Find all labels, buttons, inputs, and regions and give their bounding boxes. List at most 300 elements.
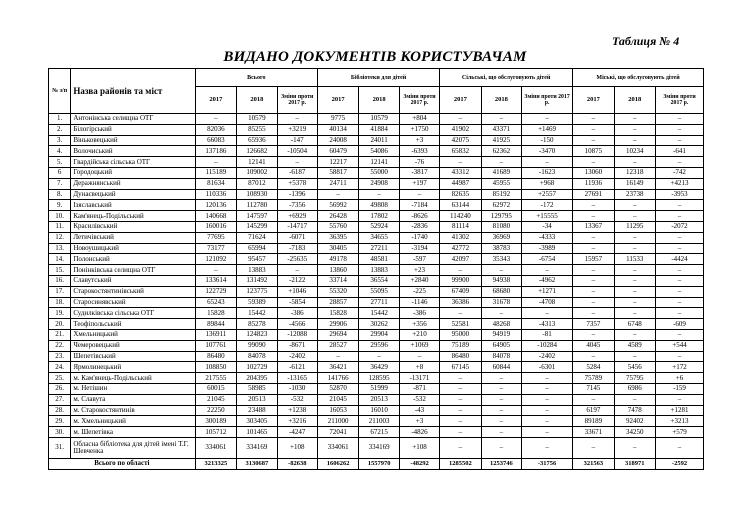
row-value: –: [277, 114, 317, 125]
total-value: -31756: [522, 458, 573, 469]
row-value: –: [522, 405, 573, 416]
row-number: 29.: [49, 416, 71, 427]
row-value: –: [656, 286, 704, 297]
table-row: [49, 319, 704, 330]
row-value: 36969: [481, 232, 521, 243]
row-value: 75189: [440, 340, 481, 351]
total-value: 1285502: [440, 458, 481, 469]
row-name: Новоушицький: [71, 243, 195, 254]
statistics-table: [48, 68, 704, 470]
row-number: 31.: [49, 437, 71, 458]
row-value: 65243: [195, 297, 236, 308]
row-value: 42097: [440, 254, 481, 265]
row-name: Віньковецький: [71, 135, 195, 146]
row-value: –: [195, 265, 236, 276]
row-value: -871: [399, 383, 439, 394]
row-value: –: [522, 427, 573, 438]
row-value: -3817: [399, 167, 439, 178]
row-value: -14717: [277, 221, 317, 232]
row-name: Полонський: [71, 254, 195, 265]
row-value: 94938: [481, 275, 521, 286]
row-number: 20.: [49, 319, 71, 330]
row-value: 28527: [317, 340, 358, 351]
row-value: 68680: [481, 286, 521, 297]
row-value: +1281: [656, 405, 704, 416]
table-row: [49, 275, 704, 286]
row-value: 23738: [614, 189, 655, 200]
row-value: +8: [399, 362, 439, 373]
row-value: –: [573, 157, 614, 168]
row-value: 20513: [359, 394, 399, 405]
row-value: 334061: [317, 437, 358, 458]
row-value: 160016: [195, 221, 236, 232]
row-value: 63144: [440, 200, 481, 211]
row-value: -2836: [399, 221, 439, 232]
row-value: -386: [399, 308, 439, 319]
row-value: -5854: [277, 297, 317, 308]
row-value: –: [573, 243, 614, 254]
table-row: [49, 308, 704, 319]
group-header-rural: Сільські, що обслуговують дітей: [440, 69, 573, 87]
subheader-year-2018: 2018: [481, 87, 521, 114]
row-name: Білогірський: [71, 124, 195, 135]
row-value: -10284: [522, 340, 573, 351]
row-value: 20513: [237, 394, 277, 405]
row-value: 75789: [573, 373, 614, 384]
row-value: +197: [399, 178, 439, 189]
row-value: 115189: [195, 167, 236, 178]
row-value: 10579: [237, 114, 277, 125]
total-value: 318971: [614, 458, 655, 469]
row-value: -4333: [522, 232, 573, 243]
table-row: [49, 286, 704, 297]
row-value: –: [481, 373, 521, 384]
row-value: –: [522, 394, 573, 405]
row-value: -4566: [277, 319, 317, 330]
row-value: –: [440, 405, 481, 416]
row-value: 60479: [317, 146, 358, 157]
row-name: м. Славута: [71, 394, 195, 405]
row-value: 34655: [359, 232, 399, 243]
total-label: Всього по області: [49, 458, 196, 469]
row-value: –: [573, 297, 614, 308]
row-value: +579: [656, 427, 704, 438]
row-value: 12141: [359, 157, 399, 168]
row-name: Дунаєвецький: [71, 189, 195, 200]
row-value: 13060: [573, 167, 614, 178]
row-value: 45955: [481, 178, 521, 189]
row-value: –: [656, 297, 704, 308]
row-value: –: [573, 351, 614, 362]
row-value: –: [656, 211, 704, 222]
total-value: 1253746: [481, 458, 521, 469]
row-number: 27.: [49, 394, 71, 405]
row-value: -6301: [522, 362, 573, 373]
row-number: 8.: [49, 189, 71, 200]
row-value: –: [440, 437, 481, 458]
row-value: 41925: [481, 135, 521, 146]
table-row: [49, 405, 704, 416]
row-value: –: [317, 189, 358, 200]
row-value: –: [440, 394, 481, 405]
row-name: Кам'янець-Подільський: [71, 211, 195, 222]
row-value: 89844: [195, 319, 236, 330]
table-row: [49, 297, 704, 308]
row-value: +108: [277, 437, 317, 458]
row-value: 303405: [237, 416, 277, 427]
row-value: –: [440, 265, 481, 276]
row-value: 94919: [481, 329, 521, 340]
group-header-urban: Міські, що обслуговують дітей: [573, 69, 704, 87]
row-name: м. Нетішин: [71, 383, 195, 394]
row-number: 24.: [49, 362, 71, 373]
row-value: 105712: [195, 427, 236, 438]
row-value: –: [481, 157, 521, 168]
row-value: 145299: [237, 221, 277, 232]
row-number: 21.: [49, 329, 71, 340]
column-header-number: № з/п: [49, 69, 71, 114]
row-value: 62972: [481, 200, 521, 211]
row-value: –: [614, 286, 655, 297]
row-number: 10.: [49, 211, 71, 222]
row-value: –: [522, 373, 573, 384]
row-value: 10234: [614, 146, 655, 157]
row-value: +3: [399, 416, 439, 427]
row-value: –: [481, 308, 521, 319]
row-number: 4.: [49, 146, 71, 157]
row-value: 107761: [195, 340, 236, 351]
row-value: –: [614, 124, 655, 135]
row-value: –: [656, 232, 704, 243]
row-value: –: [614, 243, 655, 254]
row-name: Ізяславський: [71, 200, 195, 211]
row-value: –: [656, 135, 704, 146]
row-value: 147597: [237, 211, 277, 222]
row-value: 86480: [195, 351, 236, 362]
row-value: 40134: [317, 124, 358, 135]
row-value: –: [277, 157, 317, 168]
row-value: 36429: [359, 362, 399, 373]
row-value: +172: [656, 362, 704, 373]
row-value: –: [614, 329, 655, 340]
row-value: -2122: [277, 275, 317, 286]
row-value: 10875: [573, 146, 614, 157]
total-value: -48292: [399, 458, 439, 469]
row-value: 41902: [440, 124, 481, 135]
row-value: –: [481, 427, 521, 438]
row-value: 15828: [195, 308, 236, 319]
row-value: –: [573, 275, 614, 286]
row-value: 95000: [440, 329, 481, 340]
row-value: 121092: [195, 254, 236, 265]
row-value: –: [195, 157, 236, 168]
row-value: -10504: [277, 146, 317, 157]
row-value: –: [573, 232, 614, 243]
row-value: 211000: [317, 416, 358, 427]
row-number: 25.: [49, 373, 71, 384]
row-value: 15442: [237, 308, 277, 319]
row-value: –: [573, 200, 614, 211]
table-row: [49, 265, 704, 276]
row-name: Шепетівський: [71, 351, 195, 362]
row-value: 30405: [317, 243, 358, 254]
row-value: -4247: [277, 427, 317, 438]
row-value: 133614: [195, 275, 236, 286]
row-value: 7478: [614, 405, 655, 416]
row-value: 13883: [359, 265, 399, 276]
row-value: 112780: [237, 200, 277, 211]
table-row: [49, 416, 704, 427]
row-number: 19.: [49, 308, 71, 319]
row-value: +3219: [277, 124, 317, 135]
row-value: 33714: [317, 275, 358, 286]
row-value: +23: [399, 265, 439, 276]
row-value: 137186: [195, 146, 236, 157]
row-value: -1623: [522, 167, 573, 178]
row-value: 35343: [481, 254, 521, 265]
subheader-year-2018: 2018: [614, 87, 655, 114]
total-value: 3130687: [237, 458, 277, 469]
table-row: [49, 189, 704, 200]
row-value: –: [277, 265, 317, 276]
row-value: 84078: [481, 351, 521, 362]
row-value: 54086: [359, 146, 399, 157]
row-value: -25635: [277, 254, 317, 265]
row-value: 17802: [359, 211, 399, 222]
row-value: +968: [522, 178, 573, 189]
row-value: +1238: [277, 405, 317, 416]
row-name: Судилківська сільська ОТГ: [71, 308, 195, 319]
row-value: 36386: [440, 297, 481, 308]
group-header-children-libraries: Бібліотеки для дітей: [317, 69, 439, 87]
row-value: 62362: [481, 146, 521, 157]
row-value: 81080: [481, 221, 521, 232]
row-value: -386: [277, 308, 317, 319]
row-value: 102729: [237, 362, 277, 373]
row-value: –: [399, 189, 439, 200]
table-row: [49, 362, 704, 373]
row-value: -13165: [277, 373, 317, 384]
row-value: –: [614, 265, 655, 276]
row-value: 29694: [317, 329, 358, 340]
row-value: 36395: [317, 232, 358, 243]
row-value: 5284: [573, 362, 614, 373]
row-value: +804: [399, 114, 439, 125]
row-value: 13367: [573, 221, 614, 232]
row-value: 85278: [237, 319, 277, 330]
row-value: +356: [399, 319, 439, 330]
row-value: +3216: [277, 416, 317, 427]
row-value: –: [440, 308, 481, 319]
row-value: 49808: [359, 200, 399, 211]
total-value: 3213325: [195, 458, 236, 469]
row-value: 73177: [195, 243, 236, 254]
subheader-change: Зміни проти 2017 р.: [277, 87, 317, 114]
row-value: –: [656, 308, 704, 319]
row-value: +3213: [656, 416, 704, 427]
row-value: 65832: [440, 146, 481, 157]
row-value: 66083: [195, 135, 236, 146]
row-number: 26.: [49, 383, 71, 394]
row-name: м. Хмельницький: [71, 416, 195, 427]
row-value: -7356: [277, 200, 317, 211]
row-value: 11295: [614, 221, 655, 232]
row-value: –: [614, 114, 655, 125]
row-name: Понінківська селищна ОТГ: [71, 265, 195, 276]
row-value: –: [573, 329, 614, 340]
row-value: –: [573, 124, 614, 135]
row-value: –: [522, 437, 573, 458]
row-value: 28857: [317, 297, 358, 308]
row-name: Гвардійська сільська ОТГ: [71, 157, 195, 168]
table-row: [49, 178, 704, 189]
row-value: -8626: [399, 211, 439, 222]
row-value: 71624: [237, 232, 277, 243]
row-value: –: [656, 351, 704, 362]
row-value: 108930: [237, 189, 277, 200]
table-row: [49, 394, 704, 405]
row-number: 15.: [49, 265, 71, 276]
row-value: -742: [656, 167, 704, 178]
row-value: -4962: [522, 275, 573, 286]
row-value: 13860: [317, 265, 358, 276]
row-value: 6197: [573, 405, 614, 416]
subheader-year-2017: 2017: [573, 87, 614, 114]
row-number: 7.: [49, 178, 71, 189]
row-value: –: [614, 275, 655, 286]
row-value: -532: [277, 394, 317, 405]
row-value: 82635: [440, 189, 481, 200]
row-value: 114240: [440, 211, 481, 222]
table-row: [49, 200, 704, 211]
row-value: 129795: [481, 211, 521, 222]
row-value: 141766: [317, 373, 358, 384]
table-row: [49, 254, 704, 265]
row-value: 49178: [317, 254, 358, 265]
row-value: 44987: [440, 178, 481, 189]
row-value: 24711: [317, 178, 358, 189]
row-value: 92402: [614, 416, 655, 427]
row-value: 27691: [573, 189, 614, 200]
row-value: +4213: [656, 178, 704, 189]
row-value: 87012: [237, 178, 277, 189]
table-row: [49, 232, 704, 243]
total-value: -82638: [277, 458, 317, 469]
row-value: +1069: [399, 340, 439, 351]
row-name: Городоцький: [71, 167, 195, 178]
row-value: -1740: [399, 232, 439, 243]
row-value: +6: [656, 373, 704, 384]
row-value: 48268: [481, 319, 521, 330]
row-value: –: [614, 200, 655, 211]
row-value: –: [614, 297, 655, 308]
row-value: –: [614, 135, 655, 146]
row-value: 110336: [195, 189, 236, 200]
row-value: 24011: [359, 135, 399, 146]
table-row: [49, 427, 704, 438]
row-value: -1396: [277, 189, 317, 200]
row-value: +1750: [399, 124, 439, 135]
row-value: 48581: [359, 254, 399, 265]
table-row: [49, 351, 704, 362]
row-number: 22.: [49, 340, 71, 351]
row-value: 29596: [359, 340, 399, 351]
row-name: Теофіпольський: [71, 319, 195, 330]
row-number: 1.: [49, 114, 71, 125]
row-value: –: [440, 383, 481, 394]
row-value: -147: [277, 135, 317, 146]
row-value: 29906: [317, 319, 358, 330]
row-value: 36554: [359, 275, 399, 286]
row-value: 55000: [359, 167, 399, 178]
row-value: -641: [656, 146, 704, 157]
row-value: 84078: [237, 351, 277, 362]
row-value: 16010: [359, 405, 399, 416]
row-value: -597: [399, 254, 439, 265]
row-value: –: [522, 383, 573, 394]
row-number: 6: [49, 167, 71, 178]
row-value: 126682: [237, 146, 277, 157]
row-value: -2402: [277, 351, 317, 362]
row-value: 16053: [317, 405, 358, 416]
row-value: –: [481, 416, 521, 427]
row-value: 6748: [614, 319, 655, 330]
row-number: 18.: [49, 297, 71, 308]
row-value: –: [614, 394, 655, 405]
row-number: 9.: [49, 200, 71, 211]
row-value: 109002: [237, 167, 277, 178]
subheader-change: Зміни проти 2017 р.: [656, 87, 704, 114]
subheader-year-2018: 2018: [359, 87, 399, 114]
row-value: 136911: [195, 329, 236, 340]
table-row: [49, 124, 704, 135]
row-value: 38783: [481, 243, 521, 254]
row-value: +15555: [522, 211, 573, 222]
row-value: -172: [522, 200, 573, 211]
row-value: 51999: [359, 383, 399, 394]
row-value: 5456: [614, 362, 655, 373]
row-value: –: [573, 114, 614, 125]
row-value: 30262: [359, 319, 399, 330]
row-value: –: [656, 394, 704, 405]
row-value: 52924: [359, 221, 399, 232]
row-value: 95457: [237, 254, 277, 265]
row-value: –: [656, 114, 704, 125]
subheader-change: Зміни проти 2017 р.: [399, 87, 439, 114]
total-value: -2592: [656, 458, 704, 469]
row-value: 4045: [573, 340, 614, 351]
table-row: [49, 373, 704, 384]
row-value: 99090: [237, 340, 277, 351]
row-value: –: [481, 437, 521, 458]
row-value: 60015: [195, 383, 236, 394]
row-value: -3194: [399, 243, 439, 254]
row-value: -2072: [656, 221, 704, 232]
row-value: 29904: [359, 329, 399, 340]
row-value: 24008: [317, 135, 358, 146]
table-row: [49, 383, 704, 394]
row-value: –: [573, 394, 614, 405]
row-value: 64905: [481, 340, 521, 351]
row-value: 59389: [237, 297, 277, 308]
row-value: -34: [522, 221, 573, 232]
row-value: 204395: [237, 373, 277, 384]
row-value: +108: [399, 437, 439, 458]
row-value: –: [614, 232, 655, 243]
row-value: –: [522, 114, 573, 125]
row-value: 124823: [237, 329, 277, 340]
row-value: 42075: [440, 135, 481, 146]
